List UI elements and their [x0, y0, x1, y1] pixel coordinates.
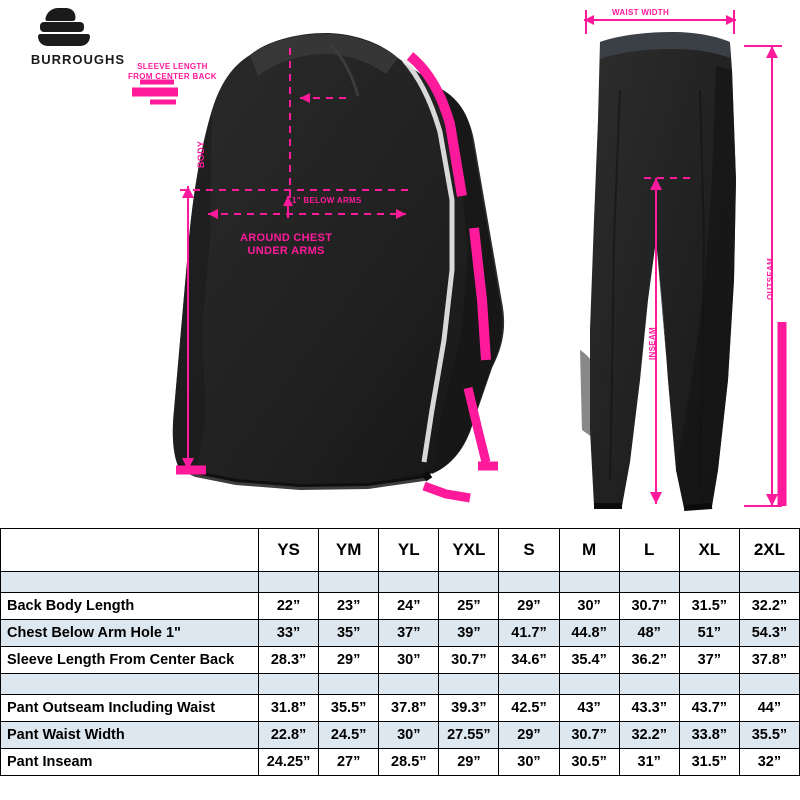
row-label-pant-waist-width: Pant Waist Width: [1, 722, 259, 749]
cell: 34.6”: [499, 647, 559, 674]
cell: 31.5”: [679, 593, 739, 620]
annotation-inseam: INSEAM: [648, 327, 657, 360]
cell: 22”: [259, 593, 319, 620]
header-cell-yxl: YXL: [439, 529, 499, 572]
row-label-chest-below-arm-hole: Chest Below Arm Hole 1": [1, 620, 259, 647]
table-row: [1, 620, 800, 647]
cell: 27.55”: [439, 722, 499, 749]
annotation-sleeve-length: SLEEVE LENGTH FROM CENTER BACK: [128, 62, 217, 81]
cell: 35”: [319, 620, 379, 647]
brand-name: BURROUGHS: [30, 52, 126, 67]
cell: 48”: [619, 620, 679, 647]
cell: 54.3”: [739, 620, 799, 647]
cell: 25”: [439, 593, 499, 620]
cell: 39”: [439, 620, 499, 647]
cell: 32.2”: [619, 722, 679, 749]
cell: 30.5”: [559, 749, 619, 776]
cell: 43.3”: [619, 695, 679, 722]
header-cell-l: L: [619, 529, 679, 572]
cell: 51”: [679, 620, 739, 647]
header-cell-ys: YS: [259, 529, 319, 572]
cell: 30”: [379, 722, 439, 749]
cell: 44”: [739, 695, 799, 722]
pants-drawing: [580, 32, 736, 508]
table-row: [1, 695, 800, 722]
cell: 37.8”: [739, 647, 799, 674]
cell: 24”: [379, 593, 439, 620]
annotation-waist-width: WAIST WIDTH: [612, 8, 670, 17]
row-label-pant-outseam: Pant Outseam Including Waist: [1, 695, 259, 722]
jacket-drawing: [173, 33, 504, 487]
header-cell-blank: [1, 529, 259, 572]
cell: 24.25”: [259, 749, 319, 776]
header-cell-s: S: [499, 529, 559, 572]
table-spacer-row-top: [1, 572, 800, 593]
header-cell-ym: YM: [319, 529, 379, 572]
cell: 29”: [439, 749, 499, 776]
table-row: [1, 593, 800, 620]
cell: 31.8”: [259, 695, 319, 722]
cell: 30”: [379, 647, 439, 674]
cell: 29”: [499, 593, 559, 620]
cell: 30.7”: [439, 647, 499, 674]
cell: 29”: [499, 722, 559, 749]
cell: 41.7”: [499, 620, 559, 647]
row-label-pant-inseam: Pant Inseam: [1, 749, 259, 776]
cell: 39.3”: [439, 695, 499, 722]
cell: 35.4”: [559, 647, 619, 674]
cell: 28.5”: [379, 749, 439, 776]
table-row: [1, 647, 800, 674]
annotation-body: BODY: [196, 140, 206, 168]
cell: 33”: [259, 620, 319, 647]
cell: 23”: [319, 593, 379, 620]
cell: 30”: [559, 593, 619, 620]
table-header-row: [1, 529, 800, 572]
table-row: [1, 722, 800, 749]
cell: 33.8”: [679, 722, 739, 749]
cell: 44.8”: [559, 620, 619, 647]
row-label-sleeve-length: Sleeve Length From Center Back: [1, 647, 259, 674]
cell: 31.5”: [679, 749, 739, 776]
cell: 43.7”: [679, 695, 739, 722]
cell: 30”: [499, 749, 559, 776]
size-chart-table: [0, 528, 800, 776]
cell: 43”: [559, 695, 619, 722]
cell: 27”: [319, 749, 379, 776]
cell: 37.8”: [379, 695, 439, 722]
cell: 37”: [679, 647, 739, 674]
table-row: [1, 749, 800, 776]
cell: 29”: [319, 647, 379, 674]
cell: 30.7”: [559, 722, 619, 749]
header-cell-m: M: [559, 529, 619, 572]
annotation-around-chest: AROUND CHEST UNDER ARMS: [240, 232, 333, 257]
row-label-back-body-length: Back Body Length: [1, 593, 259, 620]
header-cell-xl: XL: [679, 529, 739, 572]
annotation-below-arms: 1" BELOW ARMS: [292, 196, 362, 205]
cell: 42.5”: [499, 695, 559, 722]
cell: 22.8”: [259, 722, 319, 749]
annotation-outseam: OUTSEAM: [766, 257, 775, 300]
cell: 32.2”: [739, 593, 799, 620]
cell: 37”: [379, 620, 439, 647]
cell: 35.5”: [319, 695, 379, 722]
cell: 32”: [739, 749, 799, 776]
cell: 30.7”: [619, 593, 679, 620]
cell: 24.5”: [319, 722, 379, 749]
header-cell-2xl: 2XL: [739, 529, 799, 572]
cell: 31”: [619, 749, 679, 776]
table-spacer-row-middle: [1, 674, 800, 695]
cell: 36.2”: [619, 647, 679, 674]
cell: 35.5”: [739, 722, 799, 749]
header-cell-yl: YL: [379, 529, 439, 572]
cell: 28.3”: [259, 647, 319, 674]
